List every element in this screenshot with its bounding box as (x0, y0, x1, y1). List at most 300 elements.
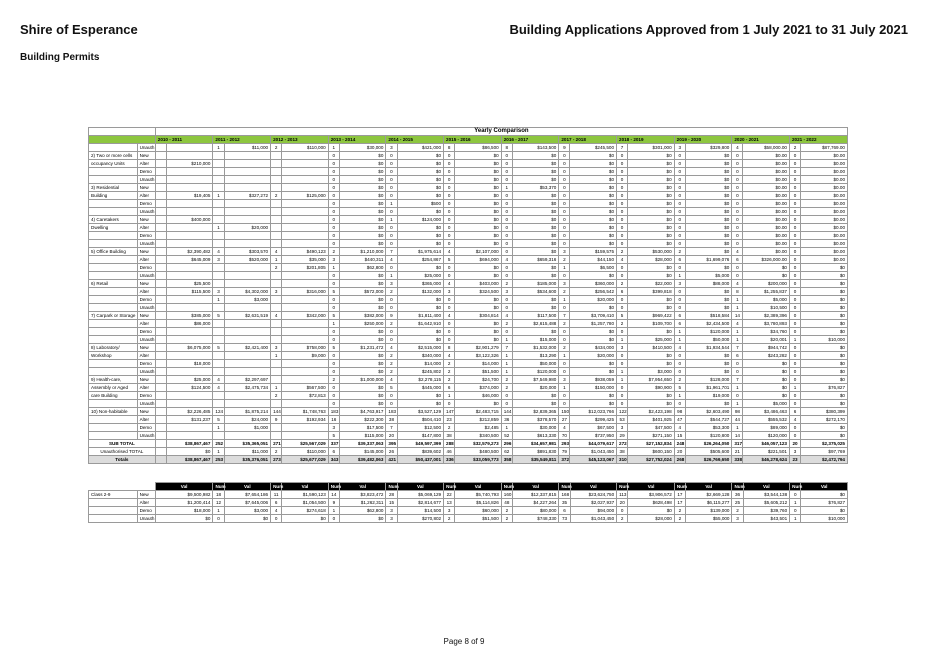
num-cell: 0 (617, 360, 628, 368)
num-cell: 15 (386, 499, 397, 507)
num-cell (271, 328, 282, 336)
value-cell: $0.00 (801, 256, 848, 264)
value-cell: $0 (570, 168, 617, 176)
category-label (89, 232, 138, 240)
num-cell: 0 (328, 224, 339, 232)
value-cell: $11,000 (224, 144, 271, 152)
value-cell (224, 336, 271, 344)
num-cell: 0 (559, 176, 570, 184)
value-cell: $0 (397, 296, 444, 304)
num-cell: 3 (617, 424, 628, 432)
category-label: Workshop (89, 352, 138, 360)
category-label: 5) Office Building (89, 248, 138, 256)
num-cell: 0 (617, 152, 628, 160)
num-cell: 0 (386, 336, 397, 344)
row-label: Unauthorised TOTAL (89, 448, 156, 456)
value-cell: $0 (166, 448, 213, 456)
num-cell: 0 (674, 184, 685, 192)
num-cell: 4 (444, 280, 455, 288)
num-cell: 0 (789, 296, 800, 304)
value-cell: $2,434,500 (685, 320, 732, 328)
table-row (89, 280, 848, 288)
num-cell: 0 (559, 392, 570, 400)
value-cell: $43,501 (743, 515, 790, 523)
num-cell (213, 176, 224, 184)
num-cell: 0 (732, 216, 743, 224)
value-cell: $86,000 (166, 320, 213, 328)
num-cell: 0 (789, 312, 800, 320)
num-cell: 2 (789, 144, 800, 152)
value-cell: $748,330 (512, 515, 559, 523)
value-cell: $5,114,826 (455, 499, 502, 507)
num-cell: 2 (501, 507, 512, 515)
num-cell: 0 (674, 176, 685, 184)
value-cell: $39,482,063 (339, 456, 386, 464)
num-cell: 310 (617, 456, 628, 464)
value-cell: $0 (685, 224, 732, 232)
value-cell: $120,800 (685, 432, 732, 440)
num-cell: 3 (674, 280, 685, 288)
value-cell: $3,000 (224, 507, 271, 515)
value-cell: $0 (801, 312, 848, 320)
value-cell: $1,043,450 (570, 515, 617, 523)
num-cell: 0 (386, 160, 397, 168)
num-cell: 3 (559, 376, 570, 384)
num-cell: 3 (386, 507, 397, 515)
value-cell: $480,500 (455, 448, 502, 456)
num-cell: 2 (444, 368, 455, 376)
value-cell: $0 (339, 384, 386, 392)
value-cell (166, 328, 213, 336)
value-cell: $159,575 (570, 248, 617, 256)
num-cell: 17 (674, 491, 685, 499)
value-cell: $0 (455, 272, 502, 280)
num-cell (213, 400, 224, 408)
value-cell: $421,000 (397, 144, 444, 152)
num-cell: 28 (386, 491, 397, 499)
num-cell: 288 (444, 440, 455, 448)
value-cell: $0 (455, 240, 502, 248)
num-cell: 0 (789, 216, 800, 224)
num-cell: 4 (732, 280, 743, 288)
value-cell: $0.00 (743, 160, 790, 168)
value-cell (166, 200, 213, 208)
value-cell: $360,000 (570, 280, 617, 288)
num-cell: 160 (501, 491, 512, 499)
value-cell: $2,515,000 (397, 344, 444, 352)
year-header: 2016 - 2017 (501, 136, 559, 144)
table-row (89, 200, 848, 208)
value-cell: $6,500 (570, 264, 617, 272)
value-cell: $120,000 (685, 328, 732, 336)
num-cell (213, 352, 224, 360)
value-cell: $0 (339, 515, 386, 523)
num-cell: 0 (617, 392, 628, 400)
num-cell: 0 (328, 168, 339, 176)
value-cell: $0 (512, 248, 559, 256)
value-cell: $0 (570, 336, 617, 344)
value-cell: $145,000 (339, 448, 386, 456)
value-cell: $0 (339, 192, 386, 200)
category-label (89, 200, 138, 208)
num-cell: 1 (386, 216, 397, 224)
value-cell: $0 (339, 184, 386, 192)
value-cell: $0.00 (743, 224, 790, 232)
value-cell (224, 208, 271, 216)
category-label: 4) Caretakers (89, 216, 138, 224)
num-cell (155, 264, 166, 272)
num-cell: 0 (328, 368, 339, 376)
num-cell: 2 (501, 376, 512, 384)
num-cell: 0 (674, 160, 685, 168)
value-cell: $1,257,780 (570, 320, 617, 328)
value-cell (166, 184, 213, 192)
num-cell (155, 448, 166, 456)
num-cell: 1 (674, 392, 685, 400)
category-label (89, 360, 138, 368)
value-cell: $110,000 (282, 144, 329, 152)
num-cell: 2 (501, 515, 512, 523)
value-cell: $0 (628, 240, 675, 248)
value-cell: $0 (743, 376, 790, 384)
value-cell: $94,000 (570, 507, 617, 515)
value-cell (224, 400, 271, 408)
value-cell: $1,262,311 (339, 499, 386, 507)
value-cell: $3,906,572 (628, 491, 675, 499)
num-cell: 337 (328, 440, 339, 448)
num-cell: 0 (386, 232, 397, 240)
num-cell: 0 (732, 160, 743, 168)
num-cell (271, 152, 282, 160)
num-cell: 0 (501, 200, 512, 208)
num-cell: 1 (789, 336, 800, 344)
value-cell: $2,389,396 (743, 312, 790, 320)
table-row (89, 256, 848, 264)
num-cell: 15 (674, 432, 685, 440)
value-cell: $2,839,365 (512, 408, 559, 416)
num-cell (155, 256, 166, 264)
table-row (89, 328, 848, 336)
value-cell: $1,811,400 (397, 312, 444, 320)
num-cell: 0 (617, 208, 628, 216)
value-cell: $1,975,614 (397, 248, 444, 256)
num-cell: 4 (559, 424, 570, 432)
value-cell: $0 (339, 392, 386, 400)
value-cell: $2,901,279 (455, 344, 502, 352)
num-cell: 1 (501, 184, 512, 192)
value-cell (224, 272, 271, 280)
num-cell: 0 (674, 296, 685, 304)
table-row (89, 320, 848, 328)
num-cell: 0 (617, 200, 628, 208)
num-cell: 2 (617, 248, 628, 256)
value-cell: $0 (628, 392, 675, 400)
value-cell: $0 (628, 328, 675, 336)
num-cell: 2 (501, 384, 512, 392)
num-cell: 4 (617, 256, 628, 264)
value-cell: $0 (512, 272, 559, 280)
value-cell: $35,376,051 (224, 456, 271, 464)
category-label: 3) Residential (89, 184, 138, 192)
subtype-label: Unauth (137, 176, 155, 184)
value-cell: $0 (455, 264, 502, 272)
val-header: Val (743, 483, 790, 491)
num-cell: 36 (732, 491, 743, 499)
num-cell: 27 (559, 416, 570, 424)
value-cell: $0 (570, 192, 617, 200)
shire-name: Shire of Esperance (20, 22, 138, 37)
num-cell: 1 (789, 384, 800, 392)
value-cell: $0.00 (801, 224, 848, 232)
val-header: Val (455, 483, 502, 491)
num-cell (155, 344, 166, 352)
num-cell: 113 (617, 491, 628, 499)
num-cell: 2 (732, 507, 743, 515)
subtype-label: Alter (137, 352, 155, 360)
num-cell: 4 (213, 384, 224, 392)
value-cell: $18,000 (155, 507, 213, 515)
num-header: Num (328, 483, 339, 491)
num-cell: 1 (501, 360, 512, 368)
num-cell (271, 208, 282, 216)
value-cell (224, 320, 271, 328)
value-cell: $0 (339, 208, 386, 216)
value-cell (282, 176, 329, 184)
value-cell: $385,000 (166, 312, 213, 320)
value-cell: $944,742 (743, 344, 790, 352)
num-cell: 1 (732, 328, 743, 336)
value-cell: $26,769,650 (685, 456, 732, 464)
value-cell: $0 (397, 264, 444, 272)
value-cell: $210,000 (166, 160, 213, 168)
value-cell: $0.00 (743, 216, 790, 224)
num-cell: 2 (386, 288, 397, 296)
num-cell: 343 (328, 456, 339, 464)
num-cell: 0 (732, 200, 743, 208)
value-cell: $0 (628, 168, 675, 176)
num-cell: 5 (328, 344, 339, 352)
subtype-label: Demo (137, 168, 155, 176)
num-cell: 0 (617, 216, 628, 224)
val-header: Val (685, 483, 732, 491)
value-cell: $628,498 (628, 499, 675, 507)
subtype-label: Unauth (137, 208, 155, 216)
num-cell (155, 240, 166, 248)
category-label (89, 320, 138, 328)
value-cell (224, 392, 271, 400)
num-cell: 2 (674, 376, 685, 384)
num-cell (213, 360, 224, 368)
value-cell: $0 (512, 328, 559, 336)
value-cell: $0 (512, 200, 559, 208)
num-cell: 0 (559, 304, 570, 312)
value-cell: $245,802 (397, 368, 444, 376)
value-cell: $0 (455, 400, 502, 408)
num-cell: 3 (617, 344, 628, 352)
value-cell: $22,000 (628, 280, 675, 288)
value-cell: $3,486,463 (743, 408, 790, 416)
value-cell: $0 (397, 240, 444, 248)
num-cell: 4 (444, 248, 455, 256)
num-cell: 1 (213, 192, 224, 200)
num-cell: 0 (213, 515, 224, 523)
num-cell (213, 304, 224, 312)
value-cell: $0 (628, 400, 675, 408)
num-cell: 0 (789, 328, 800, 336)
category-label: 7) Carpark or Storage (89, 312, 138, 320)
value-cell: $25,000 (166, 376, 213, 384)
value-cell: $0 (397, 224, 444, 232)
value-cell: $0 (512, 208, 559, 216)
num-cell: 23 (444, 416, 455, 424)
value-cell: $340,500 (455, 432, 502, 440)
table-row (89, 360, 848, 368)
table-row (89, 352, 848, 360)
num-cell (155, 272, 166, 280)
num-cell: 0 (328, 272, 339, 280)
value-cell (166, 144, 213, 152)
value-cell: $0 (570, 360, 617, 368)
num-cell: 0 (559, 336, 570, 344)
num-cell: 0 (501, 264, 512, 272)
num-cell: 0 (501, 176, 512, 184)
value-cell: $1,210,000 (339, 248, 386, 256)
num-cell: 0 (386, 400, 397, 408)
num-cell: 0 (789, 240, 800, 248)
value-cell: $5,000 (743, 400, 790, 408)
value-cell: $0 (570, 400, 617, 408)
num-cell: 0 (789, 368, 800, 376)
num-cell: 1 (617, 368, 628, 376)
subtype-label: Demo (137, 424, 155, 432)
value-cell (224, 264, 271, 272)
num-cell (155, 216, 166, 224)
value-cell: $0.00 (801, 248, 848, 256)
value-cell: $47,500 (628, 424, 675, 432)
value-cell: $304,814 (455, 312, 502, 320)
subtype-label: Unauth (137, 400, 155, 408)
table-row (89, 208, 848, 216)
value-cell: $340,000 (397, 352, 444, 360)
value-cell: $34,760 (743, 328, 790, 336)
num-cell: 0 (501, 224, 512, 232)
num-cell: 44 (732, 416, 743, 424)
value-cell (282, 152, 329, 160)
num-cell: 0 (617, 264, 628, 272)
num-cell: 0 (328, 280, 339, 288)
num-cell: 0 (617, 352, 628, 360)
value-cell: $0 (801, 328, 848, 336)
num-cell (155, 408, 166, 416)
value-cell: $0.00 (801, 192, 848, 200)
num-cell (271, 360, 282, 368)
num-cell: 6 (674, 312, 685, 320)
num-cell (155, 456, 166, 464)
num-cell: 1 (674, 272, 685, 280)
num-cell (155, 160, 166, 168)
value-cell: $1,934,544 (685, 344, 732, 352)
num-cell (271, 232, 282, 240)
num-cell: 0 (501, 328, 512, 336)
value-cell: $1,000,000 (339, 376, 386, 384)
num-cell: 293 (559, 440, 570, 448)
num-cell: 1 (213, 448, 224, 456)
subtype-label: Unauth (137, 368, 155, 376)
num-header: Num (444, 483, 455, 491)
num-cell: 0 (617, 384, 628, 392)
value-cell: $256,542 (570, 288, 617, 296)
subtype-label: Unauth (137, 336, 155, 344)
num-cell: 1 (386, 200, 397, 208)
value-cell: $0 (339, 232, 386, 240)
value-cell: $0 (512, 216, 559, 224)
category-label (89, 256, 138, 264)
value-cell: $316,000 (282, 288, 329, 296)
value-cell: $0 (743, 272, 790, 280)
num-cell: 2 (617, 320, 628, 328)
category-label (89, 432, 138, 440)
subtype-label: New (137, 376, 155, 384)
value-cell: $0 (512, 240, 559, 248)
num-cell: 0 (328, 216, 339, 224)
value-cell: $0 (628, 264, 675, 272)
num-cell: 0 (559, 360, 570, 368)
num-cell: 0 (501, 296, 512, 304)
num-cell: 3 (674, 144, 685, 152)
value-cell: $0.00 (743, 192, 790, 200)
num-cell: 124 (213, 408, 224, 416)
value-cell (166, 304, 213, 312)
value-cell: $13,290 (512, 352, 559, 360)
num-cell: 0 (444, 304, 455, 312)
value-cell (224, 304, 271, 312)
num-cell: 0 (501, 160, 512, 168)
subtype-label: New (137, 408, 155, 416)
value-cell: $132,000 (397, 288, 444, 296)
value-cell (166, 232, 213, 240)
value-cell: $0 (397, 208, 444, 216)
value-cell: $3,823,472 (339, 491, 386, 499)
value-cell: $147,800 (397, 432, 444, 440)
num-cell: 4 (501, 312, 512, 320)
value-cell: $0 (628, 304, 675, 312)
num-cell: 144 (271, 408, 282, 416)
num-cell: 0 (559, 232, 570, 240)
num-cell: 0 (444, 176, 455, 184)
num-cell (271, 296, 282, 304)
num-cell: 1 (213, 424, 224, 432)
num-cell: 0 (328, 152, 339, 160)
num-cell: 0 (501, 400, 512, 408)
num-cell: 1 (559, 264, 570, 272)
value-cell: $0 (339, 240, 386, 248)
category-label: 9) Health-care, (89, 376, 138, 384)
value-cell: $0 (628, 192, 675, 200)
num-cell: 273 (271, 456, 282, 464)
value-cell: $0.00 (743, 200, 790, 208)
num-cell: 3 (444, 507, 455, 515)
value-cell: $0 (628, 152, 675, 160)
value-cell: $0 (685, 160, 732, 168)
subtype-label: Alter (137, 256, 155, 264)
num-cell: 0 (789, 280, 800, 288)
num-cell (155, 368, 166, 376)
value-cell: $62,800 (339, 264, 386, 272)
value-cell (282, 184, 329, 192)
value-cell: $28,000 (628, 256, 675, 264)
value-cell: $2,669,128 (685, 491, 732, 499)
value-cell: $5,000 (743, 296, 790, 304)
